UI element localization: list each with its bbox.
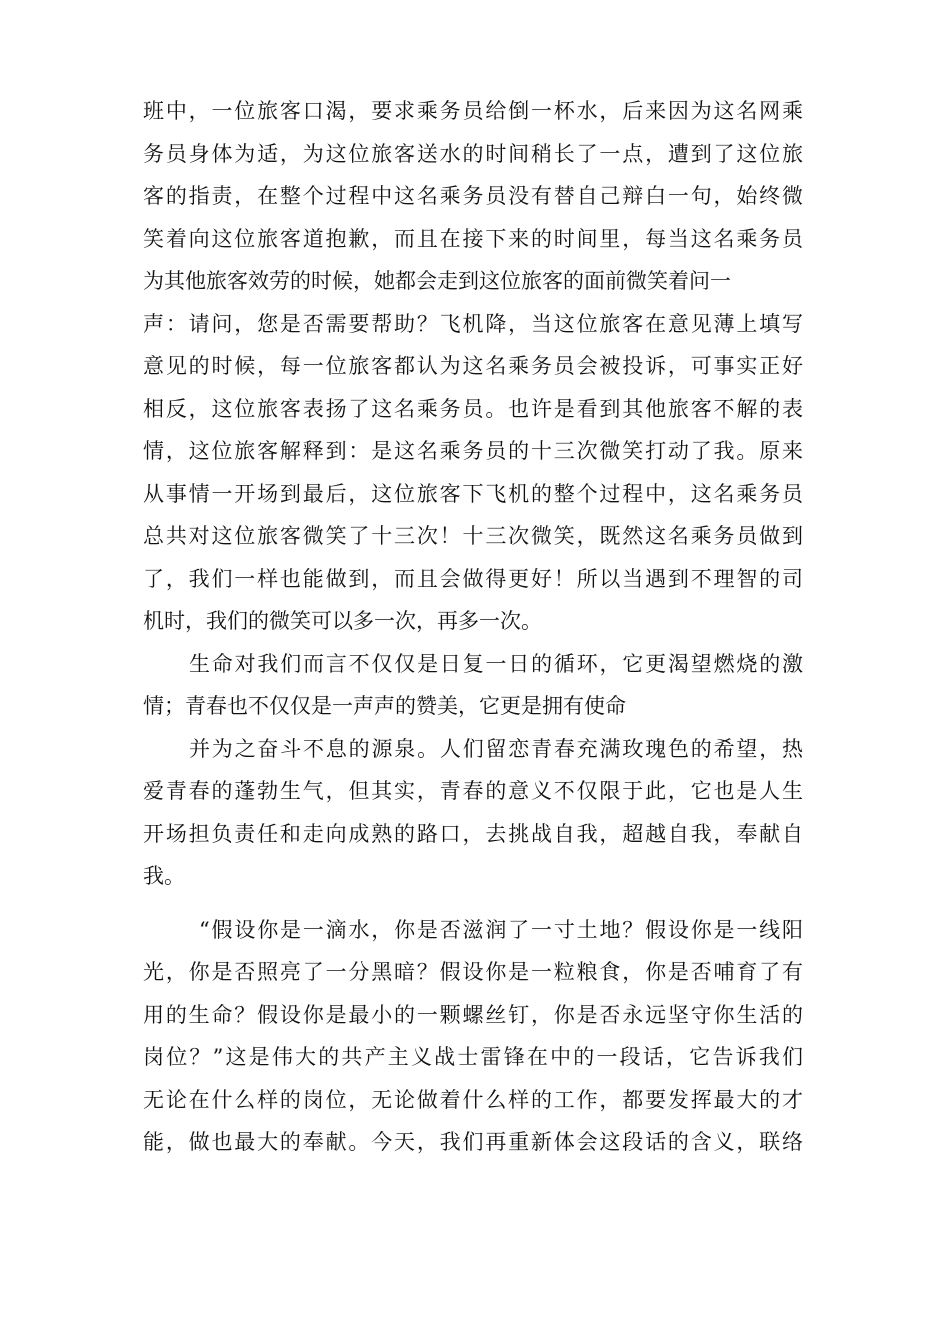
text-line: 总共对这位旅客微笑了十三次！十三次微笑，既然这名乘务员做到	[143, 524, 803, 548]
text-line: 能，做也最大的奉献。今天，我们再重新体会这段话的含义，联络	[143, 1130, 803, 1154]
text-line: 意见的时候，每一位旅客都认为这名乘务员会被投诉，可事实正好	[143, 354, 803, 378]
text-line: 情，这位旅客解释到：是这名乘务员的十三次微笑打动了我。原来	[143, 439, 803, 463]
text-line: 用的生命？假设你是最小的一颗螺丝钉，你是否永远坚守你生活的	[143, 1002, 803, 1027]
text-line: 相反，这位旅客表扬了这名乘务员。也许是看到其他旅客不解的表	[143, 396, 803, 421]
text-line: 从事情一开场到最后，这位旅客下飞机的整个过程中，这名乘务员	[143, 481, 803, 506]
paragraph-gap	[143, 898, 803, 909]
text-line: 岗位？”这是伟大的共产主义战士雷锋在中的一段话，它告诉我们	[143, 1045, 803, 1069]
text-line: 爱青春的蓬勃生气，但其实，青春的意义不仅限于此，它也是人生	[143, 779, 803, 803]
text-line: 情；青春也不仅仅是一声声的赞美，它更是拥有使命	[143, 694, 626, 718]
text-line: 为其他旅客效劳的时候，她都会走到这位旅客的面前微笑着问一	[143, 269, 731, 293]
text-line: 我。	[143, 864, 185, 888]
text-line: 声：请问，您是否需要帮助？飞机降，当这位旅客在意见薄上填写	[143, 311, 803, 336]
text-line: 班中，一位旅客口渴，要求乘务员给倒一杯水，后来因为这名网乘	[143, 99, 803, 123]
text-line: “假设你是一滴水，你是否滋润了一寸土地？假设你是一线阳	[199, 917, 803, 942]
text-line: 笑着向这位旅客道抱歉，而且在接下来的时间里，每当这名乘务员	[143, 226, 803, 251]
text-line: 机时，我们的微笑可以多一次，再多一次。	[143, 609, 542, 633]
text-line: 生命对我们而言不仅仅是日复一日的循环，它更渴望燃烧的激	[189, 651, 803, 676]
text-line: 无论在什么样的岗位，无论做着什么样的工作，都要发挥最大的才	[143, 1087, 803, 1112]
text-line: 了，我们一样也能做到，而且会做得更好！所以当遇到不理智的司	[143, 566, 803, 591]
text-line: 开场担负责任和走向成熟的路口，去挑战自我，超越自我，奉献自	[143, 821, 803, 846]
text-line: 并为之奋斗不息的源泉。人们留恋青春充满玫瑰色的希望，热	[189, 736, 803, 761]
text-line: 光，你是否照亮了一分黑暗？假设你是一粒粮食，你是否哺育了有	[143, 960, 803, 984]
text-line: 务员身体为适，为这位旅客送水的时间稍长了一点，遭到了这位旅	[143, 141, 803, 166]
text-line: 客的指责，在整个过程中这名乘务员没有替自己辩白一句，始终微	[143, 184, 803, 208]
document-body	[143, 90, 803, 1164]
